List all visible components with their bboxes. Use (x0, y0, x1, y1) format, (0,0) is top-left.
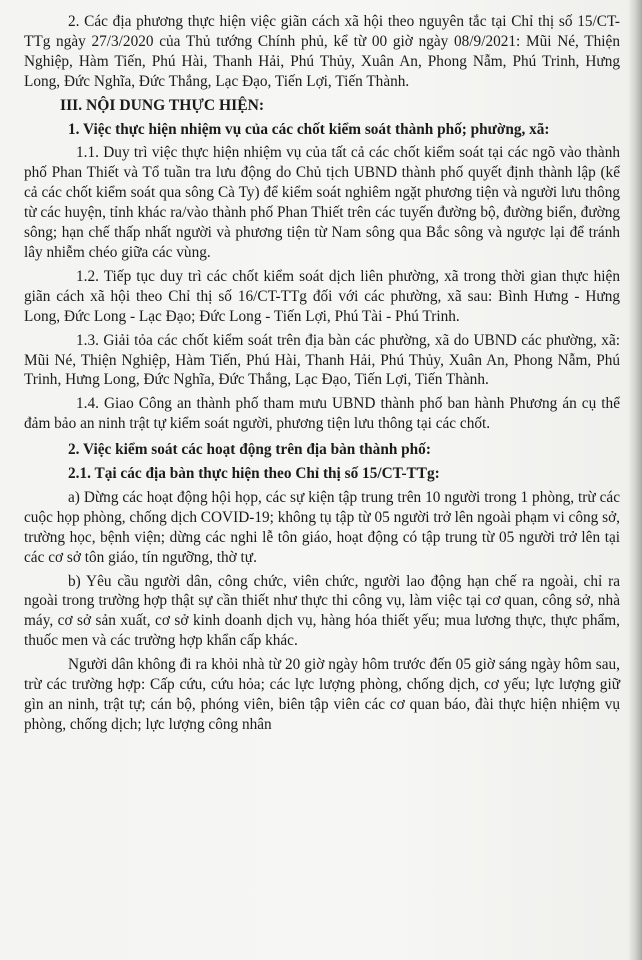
paragraph-1-3: 1.3. Giải tỏa các chốt kiểm soát trên địa bàn các phường, xã do UBND các phường, xã: Mũi Né, Thiện Nghiệp, Hàm Tiến, Phú Hài, Thanh Hải, Phú Thủy, Xuân An, Phong Nẫm, Phú Trinh, Hưng Long, Đức Nghĩa, Đức Thắng, Lạc Đạo, Tiến Lợi, Tiến Thành. (24, 331, 620, 389)
paragraph-1-4: 1.4. Giao Công an thành phố tham mưu UBND thành phố ban hành Phương án cụ thể đảm bảo an ninh trật tự kiểm soát người, phương tiện lưu thông tại các chốt. (24, 395, 620, 433)
document-body (24, 12, 620, 735)
paragraph-2: 2. Các địa phương thực hiện việc giãn cách xã hội theo nguyên tắc tại Chỉ thị số 15/CT-TTg ngày 27/3/2020 của Thủ tướng Chính phủ, kể từ 00 giờ ngày 08/9/2021: Mũi Né, Thiện Nghiệp, Hàm Tiến, Phú Hài, Thanh Hải, Phú Thủy, Xuân An, Phong Nẫm, Phú Trinh, Hưng Long, Đức Nghĩa, Đức Thắng, Lạc Đạo, Tiến Lợi, Tiến Thành. (24, 13, 620, 90)
paragraph-curfew: Người dân không đi ra khỏi nhà từ 20 giờ ngày hôm trước đến 05 giờ sáng ngày hôm sau, trừ các trường hợp: Cấp cứu, cứu hỏa; các lực lượng phòng, chống dịch, cơ yếu; lực lượng giữ gìn an ninh, trật tự; cán bộ, phóng viên, biên tập viên các cơ quan báo, đài thực hiện nhiệm vụ phòng, chống dịch; lực lượng công nhân (24, 656, 620, 733)
paragraph-1-2: 1.2. Tiếp tục duy trì các chốt kiểm soát dịch liên phường, xã trong thời gian thực hiện giãn cách xã hội theo Chỉ thị số 16/CT-TTg đối với các phường, xã sau: Bình Hưng - Hưng Long, Đức Long - Lạc Đạo; Đức Long - Tiến Lợi, Phú Tài - Phú Trinh. (24, 267, 620, 325)
subheading-1: 1. Việc thực hiện nhiệm vụ của các chốt kiểm soát thành phố; phường, xã: (68, 120, 550, 138)
subheading-2-1: 2.1. Tại các địa bàn thực hiện theo Chỉ thị số 15/CT-TTg: (68, 465, 440, 483)
section-heading-iii: III. NỘI DUNG THỰC HIỆN: (60, 96, 265, 114)
subheading-2: 2. Việc kiểm soát các hoạt động trên địa bàn thành phố: (68, 441, 431, 459)
paragraph-b: b) Yêu cầu người dân, công chức, viên chức, người lao động hạn chế ra ngoài, chỉ ra ngoài trong trường hợp thật sự cần thiết như thực thi công vụ, làm việc tại cơ quan, công sở, nhà máy, cơ sở sản xuất, cơ sở kinh doanh dịch vụ, hàng hóa thiết yếu; mua lương thực, thực phẩm, thuốc men và các trường hợp khẩn cấp khác. (24, 572, 620, 650)
page-edge-shadow (628, 0, 642, 960)
paragraph-a: a) Dừng các hoạt động hội họp, các sự kiện tập trung trên 10 người trong 1 phòng, trừ các cuộc họp phòng, chống dịch COVID-19; không tụ tập từ 05 người trở lên ngoài phạm vi công sở, trường học, bệnh viện; dừng các nghi lễ tôn giáo, hoạt động có tập trung từ 05 người trở lên tại các cơ sở tôn giáo, tín ngưỡng, thờ tự. (24, 488, 620, 566)
paragraph-1-1: 1.1. Duy trì việc thực hiện nhiệm vụ của tất cả các chốt kiểm soát tại các ngõ vào thành phố Phan Thiết và Tổ tuần tra lưu động do Chủ tịch UBND thành phố quyết định thành lập (kể cả các chốt kiểm soát qua sông Cà Ty) để kiểm soát nghiêm ngặt phương tiện và người lưu thông từ các huyện, tỉnh khác ra/vào thành phố Phan Thiết trên các tuyến đường bộ, đường biển, đường sông; hạn chế thấp nhất người và phương tiện từ Nam sông qua Bắc sông và ngược lại để tránh lây nhiễm chéo giữa các vùng. (24, 144, 620, 261)
